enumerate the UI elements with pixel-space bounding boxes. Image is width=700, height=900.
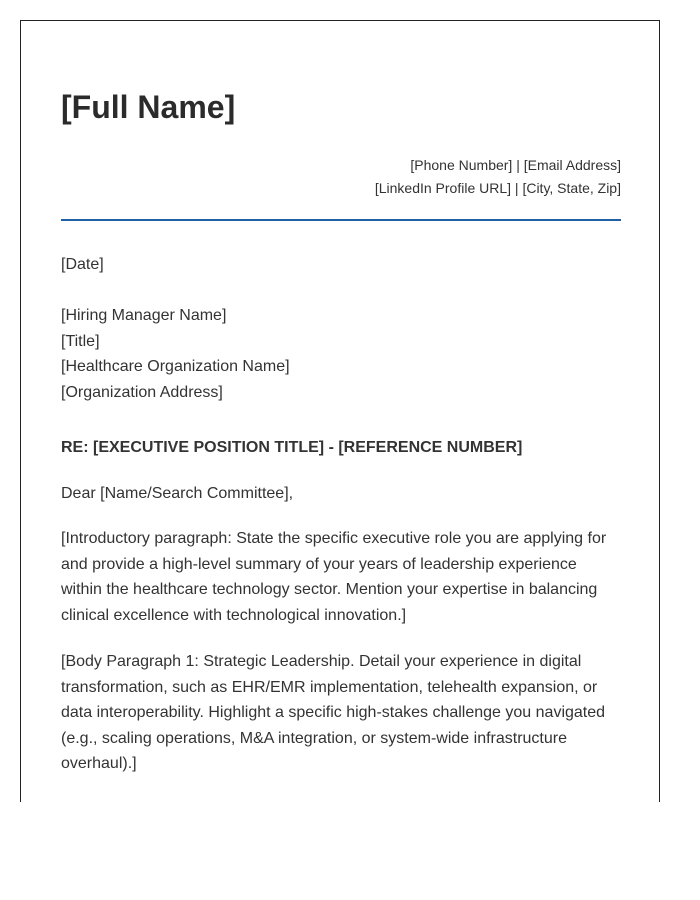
applicant-full-name: [Full Name] xyxy=(61,89,236,125)
contact-line-linkedin-location: [LinkedIn Profile URL] | [City, State, Zip] xyxy=(374,180,621,196)
letter-date: [Date] xyxy=(61,256,104,273)
letter-page xyxy=(20,20,660,802)
recipient-organization: [Healthcare Organization Name] xyxy=(61,358,290,375)
header-divider xyxy=(61,219,621,221)
salutation: Dear [Name/Search Committee], xyxy=(61,485,294,502)
contact-block xyxy=(375,154,621,200)
recipient-block xyxy=(61,303,290,405)
contact-line-phone-email: [Phone Number] | [Email Address] xyxy=(410,157,621,173)
paragraph-introduction: [Introductory paragraph: State the specific executive role you are applying for and provide a high-level summary of your years of leadership experience within the healthcare technology sector. Mention your expertise in balancing clinical excellence with technological innovation.] xyxy=(61,530,607,624)
subject-line: RE: [EXECUTIVE POSITION TITLE] - [REFERENCE NUMBER] xyxy=(61,439,523,456)
recipient-manager-name: [Hiring Manager Name] xyxy=(61,307,227,324)
recipient-title: [Title] xyxy=(61,332,100,350)
recipient-address: [Organization Address] xyxy=(61,383,223,401)
paragraph-body-1: [Body Paragraph 1: Strategic Leadership. Detail your experience in digital transformation, such as EHR/EMR implementation, telehealth expansion, or data interoperability. Highlight a specific high-stakes challenge you navigated (e.g., scaling operations, M&A integration, or system-wide infrastructure overhaul).] xyxy=(61,653,606,772)
